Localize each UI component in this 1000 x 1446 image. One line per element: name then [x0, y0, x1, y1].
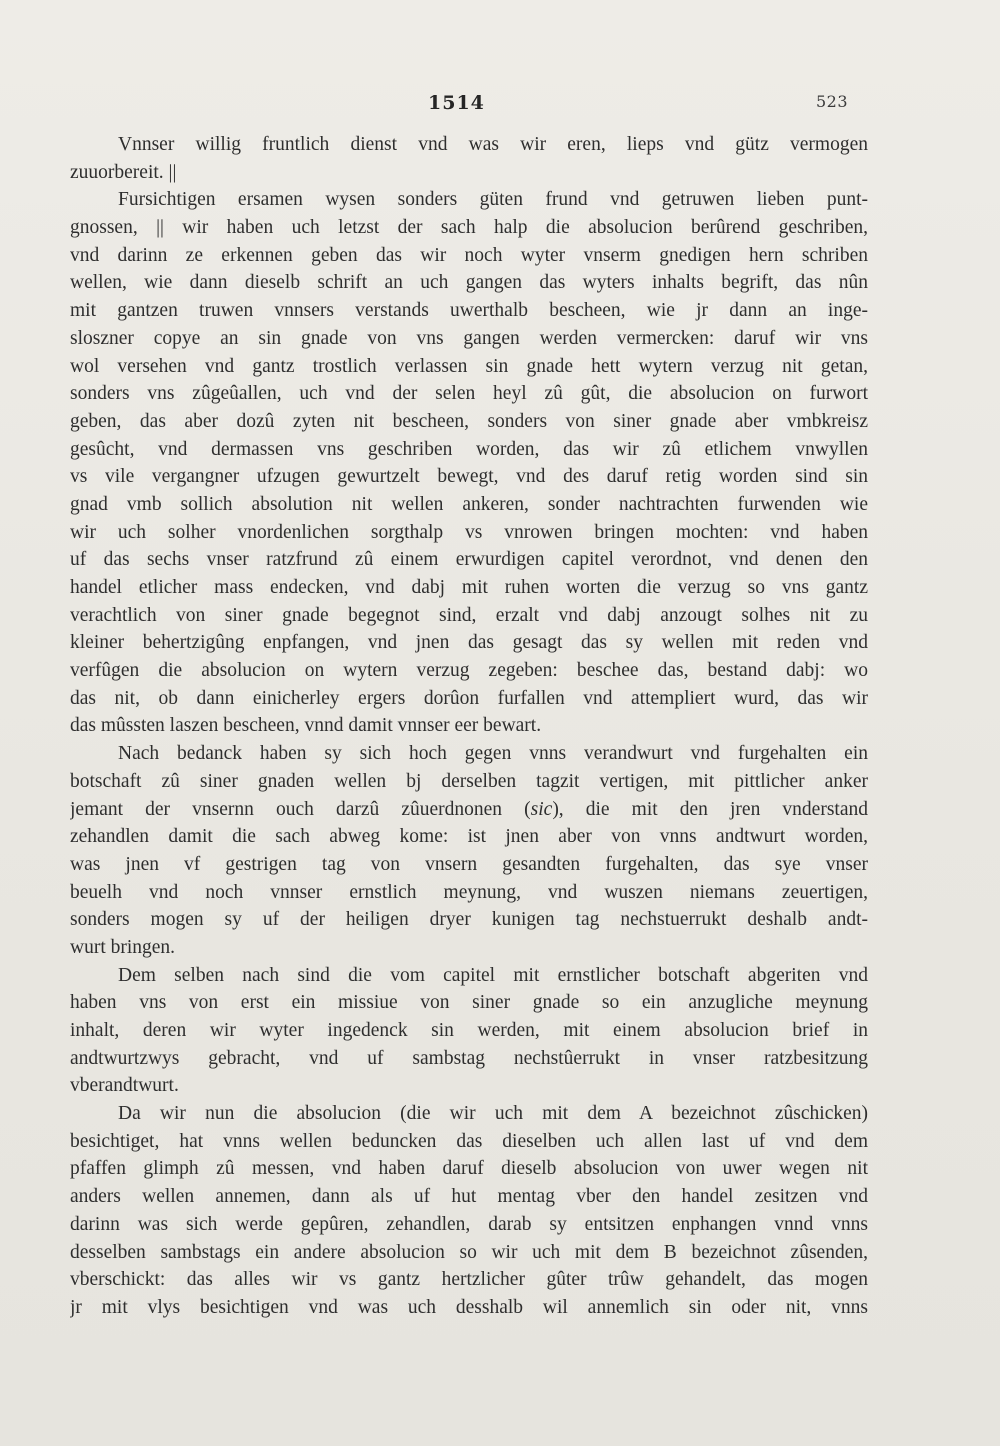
text-line: gesûcht, vnd dermassen vns geschriben worden, das wir zû etlichem vnwyllen: [70, 438, 868, 460]
text-line: gnad vmb sollich absolution nit wellen ankeren, sonder nachtrachten furwenden wie: [70, 493, 868, 515]
text-line: wurt bringen.: [70, 936, 176, 958]
text-line: besichtiget, hat vnns wellen beduncken das dieselben uch allen last uf vnd dem: [70, 1130, 868, 1152]
sic-marker: sic: [530, 798, 553, 820]
text-line: wir uch solher vnordenlichen sorgthalp vs vnrowen bringen mochten: vnd haben: [70, 521, 868, 543]
text-line: handel etlicher mass endecken, vnd dabj mit ruhen worten die verzug so vns gantz: [70, 577, 868, 598]
text-line: desselben sambstags ein andere absolucion so wir uch mit dem B bezeichnot zûsenden,: [70, 1241, 868, 1263]
text-line: andtwurtzwys gebracht, vnd uf sambstag nechstûerrukt in vnser ratzbesitzung: [70, 1047, 868, 1069]
text-line: pfaffen glimph zû messen, vnd haben daruf dieselb absolucion von uwer wegen nit: [70, 1158, 868, 1180]
text-line: vs vile vergangner ufzugen gewurtzelt bewegt, vnd des daruf retig worden sind sin: [70, 466, 868, 488]
text-line: das nit, ob dann einicherley ergers dorûon furfallen vnd attempliert wurd, das wir: [70, 687, 868, 709]
text-line: kleiner behertzigûng enpfangen, vnd jnen das gesagt das sy wellen mit reden vnd: [70, 632, 868, 654]
text-line: was jnen vf gestrigen tag von vnsern gesandten furgehalten, das sye vnser: [70, 853, 868, 875]
text-line: Nach bedanck haben sy sich hoch gegen vnns verandwurt vnd furgehalten ein: [118, 743, 868, 765]
text-line: verfûgen die absolucion on wytern verzug zegeben: beschee das, bestand dabj: wo: [70, 660, 868, 682]
text-line: das mûssten laszen bescheen, vnnd damit vnnser eer bewart.: [70, 715, 542, 737]
text-line: uf das sechs vnser ratzfrund zû einem erwurdigen capitel verordnot, vnd denen den: [70, 549, 868, 571]
text-line: wellen, wie dann dieselb schrift an uch gangen das wyters inhalts begrift, das nûn: [70, 272, 868, 294]
text-line: zuuorbereit. ||: [70, 161, 177, 183]
text-line: sonders vns zûgeûallen, uch vnd der selen heyl zû gût, die absolucion on furwort: [70, 383, 868, 405]
text-line: sloszner copye an sin gnade von vns gangen werden vermercken: daruf wir vns: [70, 327, 868, 349]
text-line: sonders mogen sy uf der heiligen dryer kunigen tag nechstuerrukt deshalb andt-: [70, 909, 868, 931]
text-line: wol versehen vnd gantz trostlich verlassen sin gnade hett wytern verzug nit getan,: [70, 355, 868, 377]
text-line: geben, das aber dozû zyten nit bescheen, sonders von siner gnade aber vmbkreisz: [70, 410, 868, 432]
text-line: vberandtwurt.: [70, 1075, 179, 1097]
text-line: jr mit vlys besichtigen vnd was uch desshalb wil annemlich sin oder nit, vnns: [70, 1296, 868, 1318]
page-header: [0, 92, 1000, 122]
text-line: vnd darinn ze erkennen geben das wir noch wyter vnserm gnedigen hern schriben: [70, 244, 868, 266]
text-line: botschaft zû siner gnaden wellen bj derselben tagzit vertigen, mit pittlicher anker: [70, 770, 868, 792]
body-text: [70, 131, 868, 1322]
text-line: verachtlich von siner gnade begegnot sind, erzalt vnd dabj anzougt solhes nit zu: [70, 604, 868, 626]
text-line: vberschickt: das alles wir vs gantz hertzlicher gûter trûw gehandelt, das mogen: [70, 1269, 868, 1291]
text-line: beuelh vnd noch vnnser ernstlich meynung, vnd wuszen niemans zeuertigen,: [70, 881, 868, 903]
text-line: Dem selben nach sind die vom capitel mit ernstlicher botschaft abgeriten vnd: [118, 964, 868, 986]
text-line: Fursichtigen ersamen wysen sonders güten frund vnd getruwen lieben punt-: [118, 189, 868, 211]
text-line: haben vns von erst ein missiue von siner gnade so ein anzugliche meynung: [70, 992, 868, 1014]
text-line: darinn was sich werde gepûren, zehandlen, darab sy entsitzen enphangen vnnd vnns: [70, 1213, 868, 1235]
text-line: gnossen, || wir haben uch letzst der sach halp die absolucion berûrend geschriben,: [70, 217, 868, 239]
text-line: inhalt, deren wir wyter ingedenck sin werden, mit einem absolucion brief in: [70, 1020, 868, 1041]
text-line: anders wellen annemen, dann als uf hut mentag vber den handel zesitzen vnd: [70, 1186, 868, 1208]
text-line: zehandlen damit die sach abweg kome: ist jnen aber von vnns andtwurt worden,: [70, 826, 868, 848]
page-number: 523: [816, 92, 849, 111]
text-line: Da wir nun die absolucion (die wir uch mit dem A bezeichnot zûschicken): [118, 1103, 868, 1125]
text-line: jemant der vnsernn ouch darzû zûuerdnonen (sic), die mit den jren vnderstand: [70, 798, 868, 820]
text-line: mit gantzen truwen vnnsers verstands uwerthalb bescheen, wie jr dann an inge-: [70, 300, 868, 322]
year-heading: 1514: [428, 92, 485, 114]
text-line: Vnnser willig fruntlich dienst vnd was wir eren, lieps vnd gütz vermogen: [118, 134, 868, 155]
